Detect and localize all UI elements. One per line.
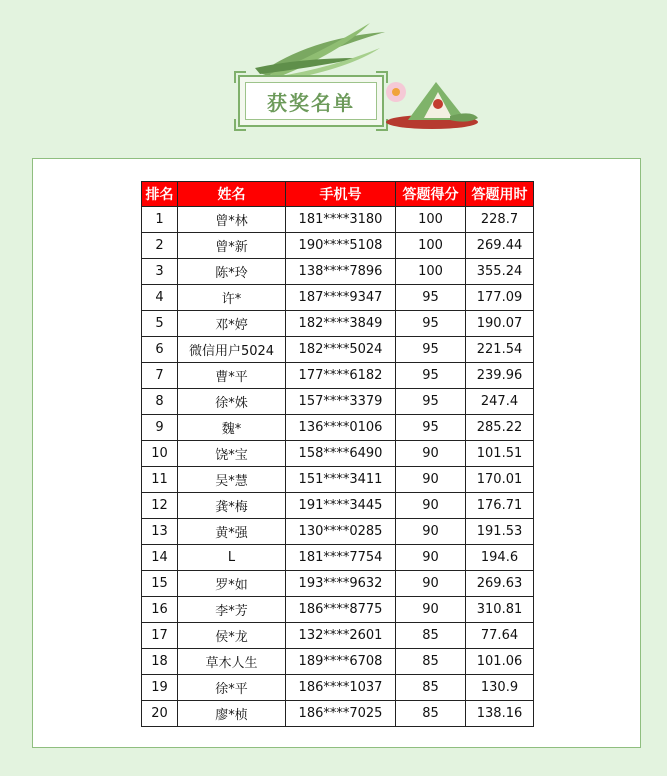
cell-name: 饶*宝 [178, 441, 286, 467]
table-row [142, 597, 534, 623]
cell-name: 许* [178, 285, 286, 311]
cell-time: 190.07 [466, 311, 534, 337]
header-time: 答题用时 [466, 182, 534, 207]
cell-name: 黄*强 [178, 519, 286, 545]
cell-time: 239.96 [466, 363, 534, 389]
cell-rank: 5 [142, 311, 178, 337]
cell-phone: 189****6708 [286, 649, 396, 675]
cell-name: 曾*新 [178, 233, 286, 259]
cell-score: 90 [396, 571, 466, 597]
table-row [142, 285, 534, 311]
cell-score: 100 [396, 259, 466, 285]
cell-name: 罗*如 [178, 571, 286, 597]
table-row [142, 701, 534, 727]
cell-rank: 18 [142, 649, 178, 675]
cell-name: 侯*龙 [178, 623, 286, 649]
cell-phone: 130****0285 [286, 519, 396, 545]
cell-name: 邓*婷 [178, 311, 286, 337]
cell-phone: 182****5024 [286, 337, 396, 363]
table-row [142, 441, 534, 467]
cell-name: 魏* [178, 415, 286, 441]
table-row [142, 467, 534, 493]
cell-name: 草木人生 [178, 649, 286, 675]
cell-time: 101.51 [466, 441, 534, 467]
cell-score: 90 [396, 545, 466, 571]
cell-time: 138.16 [466, 701, 534, 727]
cell-phone: 181****3180 [286, 207, 396, 233]
cell-phone: 132****2601 [286, 623, 396, 649]
cell-name: 曹*平 [178, 363, 286, 389]
cell-rank: 8 [142, 389, 178, 415]
cell-score: 90 [396, 467, 466, 493]
table-header-row [142, 182, 534, 207]
table-row [142, 571, 534, 597]
cell-rank: 2 [142, 233, 178, 259]
cell-time: 355.24 [466, 259, 534, 285]
cell-rank: 10 [142, 441, 178, 467]
cell-score: 90 [396, 441, 466, 467]
cell-score: 95 [396, 311, 466, 337]
cell-score: 95 [396, 363, 466, 389]
cell-time: 191.53 [466, 519, 534, 545]
cell-name: 曾*林 [178, 207, 286, 233]
cell-phone: 186****1037 [286, 675, 396, 701]
cell-phone: 186****7025 [286, 701, 396, 727]
cell-phone: 186****8775 [286, 597, 396, 623]
cell-name: 廖*桢 [178, 701, 286, 727]
cell-score: 85 [396, 623, 466, 649]
cell-phone: 158****6490 [286, 441, 396, 467]
page-title: 获奖名单 [267, 90, 355, 115]
cell-phone: 151****3411 [286, 467, 396, 493]
cell-name: 李*芳 [178, 597, 286, 623]
cell-time: 285.22 [466, 415, 534, 441]
cell-phone: 181****7754 [286, 545, 396, 571]
cell-phone: 177****6182 [286, 363, 396, 389]
cell-score: 95 [396, 285, 466, 311]
cell-time: 170.01 [466, 467, 534, 493]
cell-time: 77.64 [466, 623, 534, 649]
cell-time: 130.9 [466, 675, 534, 701]
cell-phone: 190****5108 [286, 233, 396, 259]
cell-score: 85 [396, 649, 466, 675]
table-row [142, 207, 534, 233]
table-row [142, 337, 534, 363]
table-row [142, 649, 534, 675]
cell-time: 269.44 [466, 233, 534, 259]
cell-phone: 193****9632 [286, 571, 396, 597]
cell-name: 吴*慧 [178, 467, 286, 493]
table-row [142, 623, 534, 649]
table-row [142, 259, 534, 285]
cell-score: 90 [396, 493, 466, 519]
cell-time: 176.71 [466, 493, 534, 519]
cell-time: 177.09 [466, 285, 534, 311]
cell-time: 194.6 [466, 545, 534, 571]
cell-score: 100 [396, 207, 466, 233]
cell-phone: 138****7896 [286, 259, 396, 285]
winners-panel [32, 158, 641, 748]
cell-name: 徐*平 [178, 675, 286, 701]
cell-rank: 6 [142, 337, 178, 363]
cell-name: 徐*姝 [178, 389, 286, 415]
cell-score: 95 [396, 337, 466, 363]
cell-score: 95 [396, 415, 466, 441]
header-phone: 手机号 [286, 182, 396, 207]
winners-table [141, 181, 534, 727]
cell-rank: 1 [142, 207, 178, 233]
banner [0, 0, 667, 150]
cell-score: 90 [396, 519, 466, 545]
table-row [142, 519, 534, 545]
cell-rank: 19 [142, 675, 178, 701]
table-row [142, 545, 534, 571]
table-row [142, 233, 534, 259]
cell-score: 95 [396, 389, 466, 415]
cell-name: L [178, 545, 286, 571]
cell-time: 101.06 [466, 649, 534, 675]
cell-rank: 9 [142, 415, 178, 441]
cell-rank: 12 [142, 493, 178, 519]
table-row [142, 493, 534, 519]
table-row [142, 675, 534, 701]
cell-time: 228.7 [466, 207, 534, 233]
table-row [142, 363, 534, 389]
cell-name: 微信用户5024 [178, 337, 286, 363]
header-name: 姓名 [178, 182, 286, 207]
table-row [142, 311, 534, 337]
cell-rank: 11 [142, 467, 178, 493]
cell-rank: 16 [142, 597, 178, 623]
cell-time: 269.63 [466, 571, 534, 597]
cell-phone: 182****3849 [286, 311, 396, 337]
cell-phone: 187****9347 [286, 285, 396, 311]
cell-rank: 13 [142, 519, 178, 545]
cell-name: 陈*玲 [178, 259, 286, 285]
cell-phone: 157****3379 [286, 389, 396, 415]
cell-phone: 136****0106 [286, 415, 396, 441]
cell-rank: 7 [142, 363, 178, 389]
cell-rank: 14 [142, 545, 178, 571]
cell-phone: 191****3445 [286, 493, 396, 519]
cell-rank: 17 [142, 623, 178, 649]
title-frame [238, 75, 384, 127]
cell-score: 100 [396, 233, 466, 259]
header-rank: 排名 [142, 182, 178, 207]
cell-score: 85 [396, 675, 466, 701]
cell-time: 221.54 [466, 337, 534, 363]
cell-time: 310.81 [466, 597, 534, 623]
table-row [142, 415, 534, 441]
cell-score: 85 [396, 701, 466, 727]
cell-rank: 20 [142, 701, 178, 727]
cell-time: 247.4 [466, 389, 534, 415]
cell-rank: 15 [142, 571, 178, 597]
cell-rank: 4 [142, 285, 178, 311]
bamboo-leaves-icon [250, 18, 390, 80]
zongzi-illustration-icon [380, 70, 480, 132]
cell-score: 90 [396, 597, 466, 623]
cell-name: 龚*梅 [178, 493, 286, 519]
table-row [142, 389, 534, 415]
header-score: 答题得分 [396, 182, 466, 207]
cell-rank: 3 [142, 259, 178, 285]
